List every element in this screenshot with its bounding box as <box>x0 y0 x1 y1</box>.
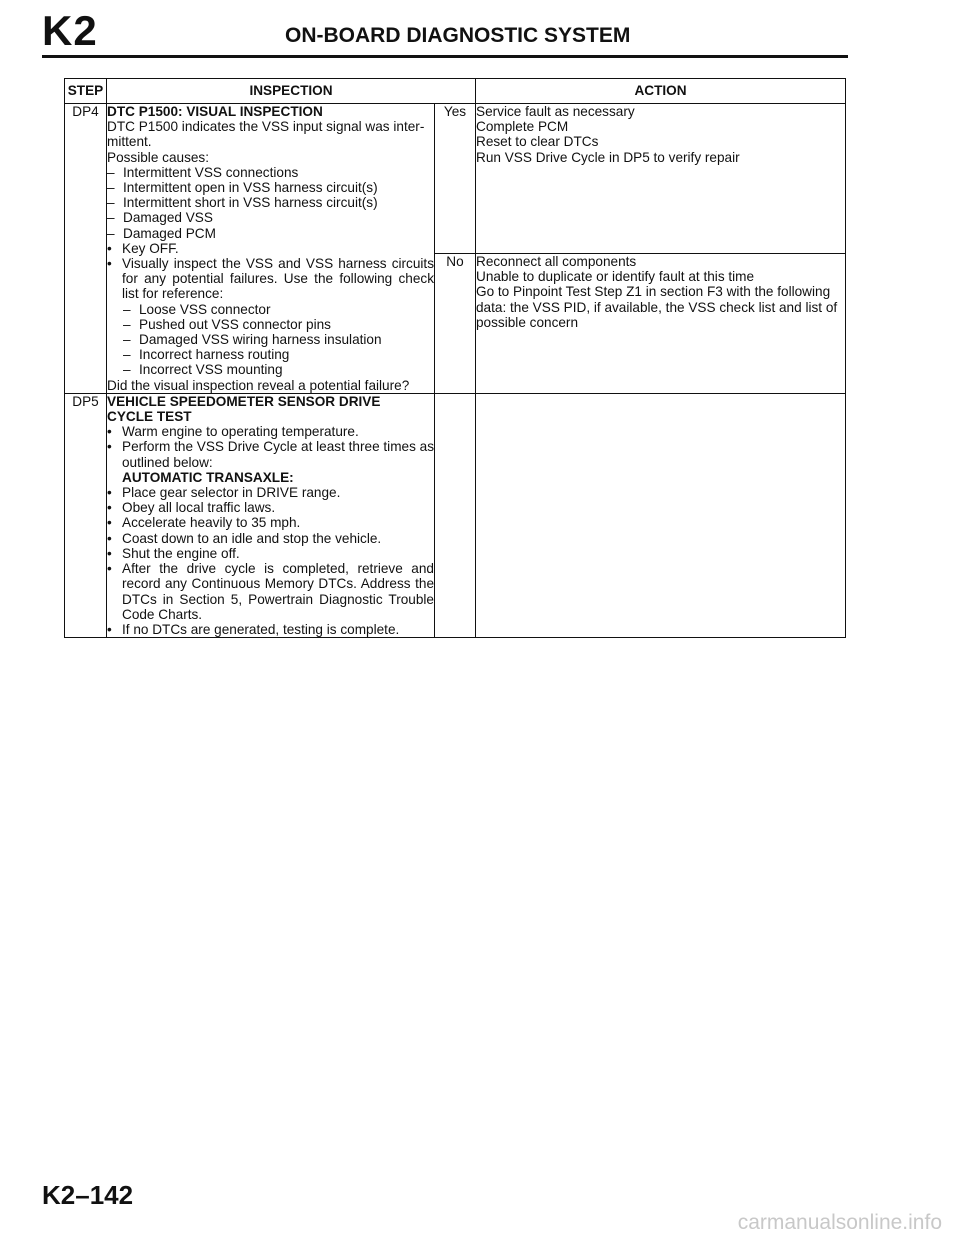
table-row <box>65 393 846 637</box>
dp4-intro-cont: mittent. <box>107 134 152 150</box>
action-item: Reconnect all components <box>476 254 637 269</box>
action-item: Run VSS Drive Cycle in DP5 to verify repair <box>476 149 740 165</box>
page-number: K2–142 <box>42 1180 134 1210</box>
action-no <box>476 254 846 394</box>
dp5-title: VEHICLE SPEEDOMETER SENSOR DRIVE <box>107 393 381 409</box>
checklist-item: – Loose VSS connector <box>107 302 434 317</box>
bullet-item: • After the drive cycle is completed, retrieve and record any Continuous Memory DTCs. Address the DTCs in Section 5, Powertrain Diagnostic Trouble Code Charts. <box>107 561 434 622</box>
cause-item: – Intermittent VSS connections <box>107 165 434 180</box>
action-yes <box>476 104 846 254</box>
bullet-item: • Visually inspect the VSS and VSS harness circuits for any potential failures. Use the following check list for reference: <box>107 256 434 302</box>
bullet-item: • Key OFF. <box>107 241 434 256</box>
cause-item: – Damaged VSS <box>107 210 434 225</box>
answer-no: No <box>435 254 476 394</box>
bullet-item: • Place gear selector in DRIVE range. <box>107 485 434 500</box>
dp4-title: DTC P1500: VISUAL INSPECTION <box>107 104 323 119</box>
step-dp5: DP5 <box>65 393 107 637</box>
answer-dp5 <box>435 393 476 637</box>
checklist-item: – Damaged VSS wiring harness insulation <box>107 332 434 347</box>
action-item: Go to Pinpoint Test Step Z1 in section F3 with the following data: the VSS PID, if available, the VSS check list and list of possible concern <box>476 284 838 330</box>
step-column-header: STEP <box>65 79 107 104</box>
action-item: Complete PCM <box>476 119 569 135</box>
inspection-dp5 <box>107 393 435 637</box>
action-item: Unable to duplicate or identify fault at this time <box>476 269 755 285</box>
bullet-item: • Perform the VSS Drive Cycle at least three times as outlined below: <box>107 439 434 469</box>
dp5-subheading: AUTOMATIC TRANSAXLE: <box>122 469 294 485</box>
watermark: carmanualsonline.info <box>737 1211 942 1234</box>
bullet-item: • Obey all local traffic laws. <box>107 500 434 515</box>
action-dp5 <box>476 393 846 637</box>
cause-item: – Intermittent short in VSS harness circuit(s) <box>107 195 434 210</box>
dp4-intro: DTC P1500 indicates the VSS input signal was inter- <box>107 119 425 135</box>
checklist-item: – Incorrect VSS mounting <box>107 362 434 377</box>
dp4-question: Did the visual inspection reveal a potential failure? <box>107 377 410 393</box>
checklist-item: – Pushed out VSS connector pins <box>107 317 434 332</box>
bullet-item: • Accelerate heavily to 35 mph. <box>107 515 434 530</box>
bullet-item: • Shut the engine off. <box>107 546 434 561</box>
dp4-causes-label: Possible causes: <box>107 149 210 165</box>
inspection-dp4 <box>107 104 435 394</box>
action-item: Reset to clear DTCs <box>476 134 599 150</box>
header-divider <box>42 55 848 58</box>
table-row <box>65 104 846 254</box>
bullet-item: • Warm engine to operating temperature. <box>107 424 434 439</box>
answer-yes: Yes <box>435 104 476 254</box>
cause-item: – Intermittent open in VSS harness circuit(s) <box>107 180 434 195</box>
action-item: Service fault as necessary <box>476 104 635 119</box>
dp5-title-cont: CYCLE TEST <box>107 409 192 425</box>
step-dp4: DP4 <box>65 104 107 394</box>
action-column-header: ACTION <box>476 79 846 104</box>
section-code: K2 <box>42 7 98 54</box>
diagnostic-table <box>64 78 846 638</box>
cause-item: – Damaged PCM <box>107 226 434 241</box>
checklist-item: – Incorrect harness routing <box>107 347 434 362</box>
bullet-item: • If no DTCs are generated, testing is complete. <box>107 622 434 637</box>
inspection-column-header: INSPECTION <box>107 79 476 104</box>
bullet-item: • Coast down to an idle and stop the vehicle. <box>107 531 434 546</box>
page-title: ON-BOARD DIAGNOSTIC SYSTEM <box>285 24 631 47</box>
table-header-row <box>65 79 846 104</box>
